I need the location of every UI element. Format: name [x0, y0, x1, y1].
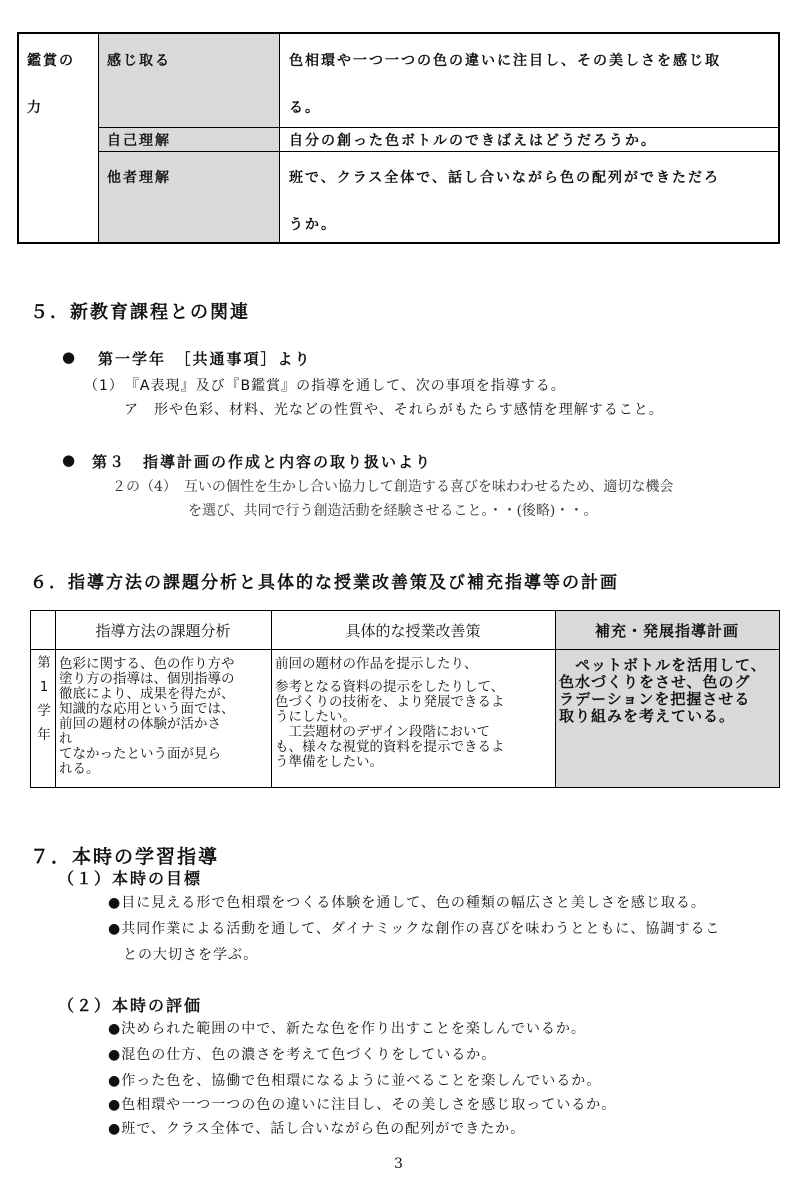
text-line: 色彩に関する、色の作り方や	[59, 656, 235, 672]
section5-item1-title: 第一学年 ［共通事項］より	[98, 350, 312, 368]
section5-item1-line2: ア 形や色彩、材料、光などの性質や、それらがもたらす感情を理解すること。	[124, 402, 664, 418]
row-text: うか。	[289, 217, 337, 233]
text-line: 前回の題材の体験が活かさ	[59, 716, 221, 732]
text-line: 色づくりの技術を、より発展できるよ	[275, 694, 505, 710]
row-text: る。	[289, 100, 321, 116]
col2-text	[275, 657, 555, 770]
text-line: 色水づくりをさせ、色のグ	[559, 673, 751, 691]
evaluation-table	[17, 32, 780, 244]
section6-heading: ６．指導方法の課題分析と具体的な授業改善策及び補充指導等の計画	[30, 573, 619, 593]
grade-char: 学	[37, 703, 51, 719]
col-header: 補充・発展指導計画	[594, 621, 739, 640]
divider	[31, 649, 779, 650]
col-header: 指導方法の課題分析	[95, 621, 231, 640]
row-label-jiko: 自己理解	[107, 133, 171, 149]
row-text: 自分の創った色ボトルのできばえはどうだろうか。	[289, 133, 657, 149]
main-label-line1: 鑑賞の	[27, 53, 75, 69]
text-line: れ	[59, 731, 73, 747]
eval-item: ●班で、クラス全体で、話し合いながら色の配列ができたか。	[108, 1121, 526, 1137]
divider	[98, 151, 778, 152]
col1-text	[59, 657, 271, 777]
text-line: 前回の題材の作品を提示したり、	[275, 656, 478, 672]
grade-label	[35, 651, 53, 747]
text-line: てなかったという面が見ら	[59, 746, 221, 762]
section5-item2-line2: を選び、共同で行う創造活動を経験させること。・・(後略)・・。	[188, 503, 598, 519]
section7-sub1: （１）本時の目標	[58, 869, 203, 888]
text-line: ラデーションを把握させる	[559, 690, 751, 708]
text-line: 工芸題材のデザイン段階において	[275, 724, 491, 740]
text-line: 徹底により、成果を得たが、	[59, 686, 235, 702]
eval-item: ●色相環や一つ一つの色の違いに注目し、その美しさを感じ取っているか。	[108, 1097, 617, 1113]
plan-table	[30, 610, 780, 788]
goal-item: ●目に見える形で色相環をつくる体験を通して、色の種類の幅広さと美しさを感じ取る。	[108, 895, 706, 911]
row-text: 色相環や一つ一つの色の違いに注目し、その美しさを感じ取	[289, 53, 721, 69]
section7-sub2: （２）本時の評価	[58, 996, 203, 1015]
divider	[279, 34, 280, 242]
col-header: 具体的な授業改善策	[345, 621, 481, 640]
goal-item: ●共同作業による活動を通して、ダイナミックな創作の喜びを味わうとともに、協調するこ	[108, 921, 721, 937]
section7-heading: ７．本時の学習指導	[30, 846, 220, 868]
text-line: も、様々な視覚的資料を提示できるよ	[275, 739, 505, 755]
bullet: ●	[62, 348, 78, 366]
text-line: ペットボトルを活用して、	[559, 656, 767, 674]
eval-item: ●混色の仕方、色の濃さを考えて色づくりをしているか。	[108, 1047, 497, 1063]
row-text: 班で、クラス全体で、話し合いながら色の配列ができただろ	[289, 170, 721, 186]
bullet: ●	[62, 451, 78, 469]
eval-item: ●作った色を、協働で色相環になるように並べることを楽しんでいるか。	[108, 1073, 602, 1089]
divider	[98, 127, 778, 128]
text-line: うにしたい。	[275, 709, 356, 725]
grade-char: 1	[39, 679, 49, 695]
text-line: 知識的な応用という面では、	[59, 701, 235, 717]
text-line: 取り組みを考えている。	[559, 707, 736, 725]
main-label-line2: 力	[27, 100, 43, 116]
section5-item2-line1: ２の（4） 互いの個性を生かし合い協力して創造する喜びを味わわせるため、適切な機会	[112, 479, 674, 495]
text-line: 参考となる資料の提示をしたりして、	[275, 679, 505, 695]
section5-item1-line1: （1） 『A表現』及び『B鑑賞』の指導を通して、次の事項を指導する。	[84, 378, 566, 394]
page-number: 3	[394, 1156, 403, 1172]
grade-char: 年	[37, 727, 51, 743]
col3-text	[559, 657, 779, 725]
text-line: う準備をしたい。	[275, 754, 383, 770]
text-line: 塗り方の指導は、個別指導の	[59, 671, 235, 687]
divider	[98, 34, 99, 242]
section5-heading: ５．新教育課程との関連	[30, 302, 250, 323]
text-line: れる。	[59, 761, 100, 777]
goal-item: との大切さを学ぶ。	[108, 947, 259, 963]
grade-char: 第	[37, 655, 51, 671]
row-label-kanjitoru: 感じ取る	[107, 53, 171, 69]
eval-item: ●決められた範囲の中で、新たな色を作り出すことを楽しんでいるか。	[108, 1021, 586, 1037]
row-label-tasha: 他者理解	[107, 170, 171, 186]
section5-item2-title: 第３ 指導計画の作成と内容の取り扱いより	[92, 453, 433, 471]
